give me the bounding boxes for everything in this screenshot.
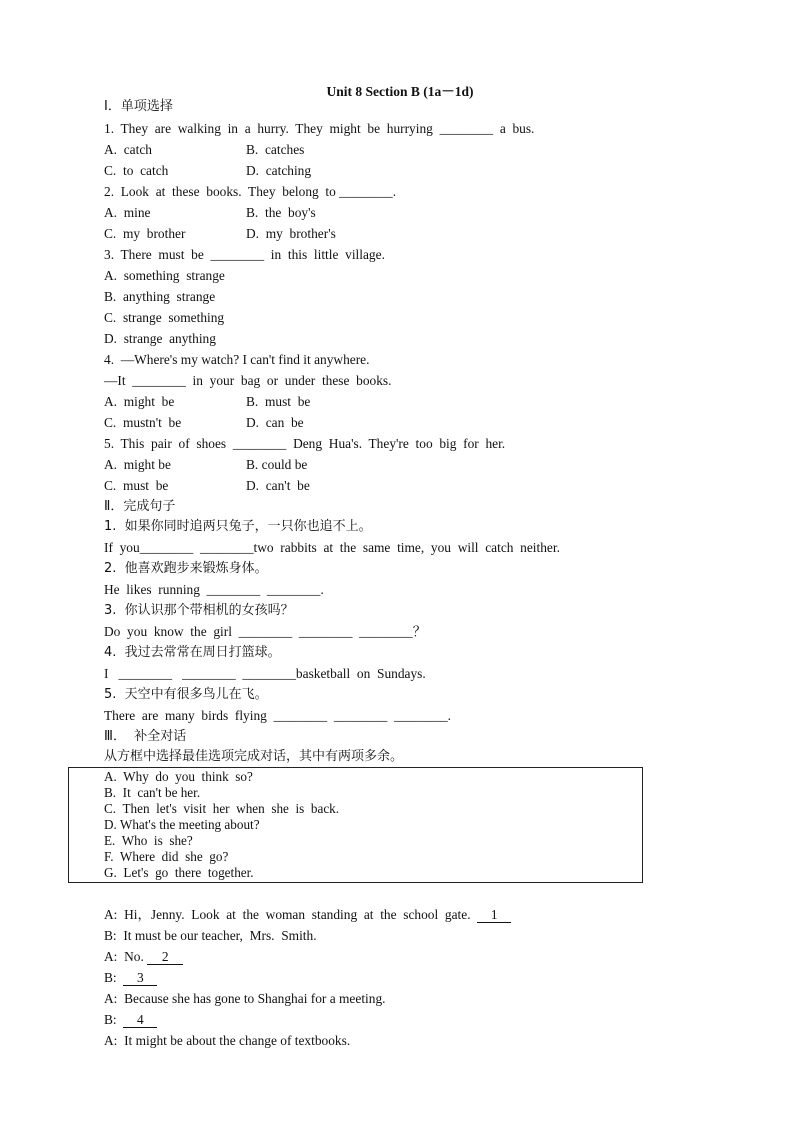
answer-blank-2: 2 <box>147 950 183 965</box>
q4-option-c: C. mustn't be <box>104 415 182 430</box>
q4-option-d: D. can be <box>246 415 304 430</box>
q2-option-c: C. my brother <box>104 226 186 241</box>
dialogue-line-6 <box>104 1012 157 1028</box>
q2-option-a: A. mine <box>104 205 151 220</box>
dialogue-line-3 <box>104 949 183 965</box>
box-option-d: D. What's the meeting about? <box>104 817 260 832</box>
dialogue-text: B: <box>104 970 117 985</box>
page-title: Unit 8 Section B (1a－1d) <box>326 84 474 99</box>
box-option-e: E. Who is she? <box>104 833 193 848</box>
dialogue-line-1 <box>104 907 511 923</box>
q2-option-b: B. the boy's <box>246 205 316 220</box>
q1-option-c: C. to catch <box>104 163 169 178</box>
section-1-heading: Ⅰ．单项选择 <box>104 99 173 114</box>
answer-blank-3: 3 <box>123 971 157 986</box>
dialogue-text: A: Hi，Jenny. Look at the woman standing at the school gate. <box>104 907 471 922</box>
section-2-heading: Ⅱ．完成句子 <box>104 499 176 514</box>
answer-blank-4: 4 <box>123 1013 157 1028</box>
sentence-3-chinese: 3. 你认识那个带相机的女孩吗？ <box>104 603 294 618</box>
section-3-heading: Ⅲ． 补全对话 <box>104 729 187 744</box>
q3-option-a: A. something strange <box>104 268 225 283</box>
q2-option-d: D. my brother's <box>246 226 336 241</box>
box-option-c: C. Then let's visit her when she is back. <box>104 801 340 816</box>
sentence-1-chinese: 1. 如果你同时追两只兔子，一只你也追不上。 <box>104 519 372 534</box>
dialogue-line-4 <box>104 970 157 986</box>
q3-option-d: D. strange anything <box>104 331 216 346</box>
box-option-b: B. It can't be her. <box>104 785 201 800</box>
q3-option-b: B. anything strange <box>104 289 216 304</box>
q5-option-a: A. might be <box>104 457 171 472</box>
dialogue-line-5: A: Because she has gone to Shanghai for a meeting. <box>104 991 386 1006</box>
q4-option-b: B. must be <box>246 394 311 409</box>
sentence-3-english: Do you know the girl ________ ________ ________？ <box>104 624 427 639</box>
q1-option-a: A. catch <box>104 142 152 157</box>
dialogue-text: A: No. <box>104 949 144 964</box>
sentence-2-chinese: 2. 他喜欢跑步来锻炼身体。 <box>104 561 268 576</box>
dialogue-text: B: <box>104 1012 117 1027</box>
question-3: 3. There must be ________ in this little village. <box>104 247 385 262</box>
question-4: 4. —Where's my watch? I can't find it anywhere. <box>104 352 370 367</box>
q5-option-d: D. can't be <box>246 478 310 493</box>
q3-option-c: C. strange something <box>104 310 225 325</box>
question-2: 2. Look at these books. They belong to ________. <box>104 184 397 199</box>
q4-option-a: A. might be <box>104 394 175 409</box>
question-4-reply: —It ________ in your bag or under these books. <box>104 373 392 388</box>
sentence-2-english: He likes running ________ ________. <box>104 582 324 597</box>
sentence-5-english: There are many birds flying ________ ________ ________. <box>104 708 451 723</box>
q5-option-c: C. must be <box>104 478 169 493</box>
box-option-f: F. Where did she go? <box>104 849 229 864</box>
box-option-g: G. Let's go there together. <box>104 865 254 880</box>
q1-option-d: D. catching <box>246 163 312 178</box>
sentence-1-english: If you________ ________two rabbits at the same time, you will catch neither. <box>104 540 560 555</box>
box-option-a: A. Why do you think so? <box>104 769 253 784</box>
dialogue-line-2: B: It must be our teacher, Mrs. Smith. <box>104 928 317 943</box>
question-5: 5. This pair of shoes ________ Deng Hua's. They're too big for her. <box>104 436 506 451</box>
options-box <box>68 767 643 883</box>
sentence-4-chinese: 4. 我过去常常在周日打篮球。 <box>104 645 281 660</box>
answer-blank-1: 1 <box>477 908 511 923</box>
q1-option-b: B. catches <box>246 142 305 157</box>
sentence-5-chinese: 5. 天空中有很多鸟儿在飞。 <box>104 687 268 702</box>
sentence-4-english: I ________ ________ ________basketball on Sundays. <box>104 666 426 681</box>
dialogue-line-7: A: It might be about the change of textbooks. <box>104 1033 351 1048</box>
section-3-instruction: 从方框中选择最佳选项完成对话，其中有两项多余。 <box>104 749 404 764</box>
q5-option-b: B. could be <box>246 457 308 472</box>
question-1: 1. They are walking in a hurry. They might be hurrying ________ a bus. <box>104 121 535 136</box>
